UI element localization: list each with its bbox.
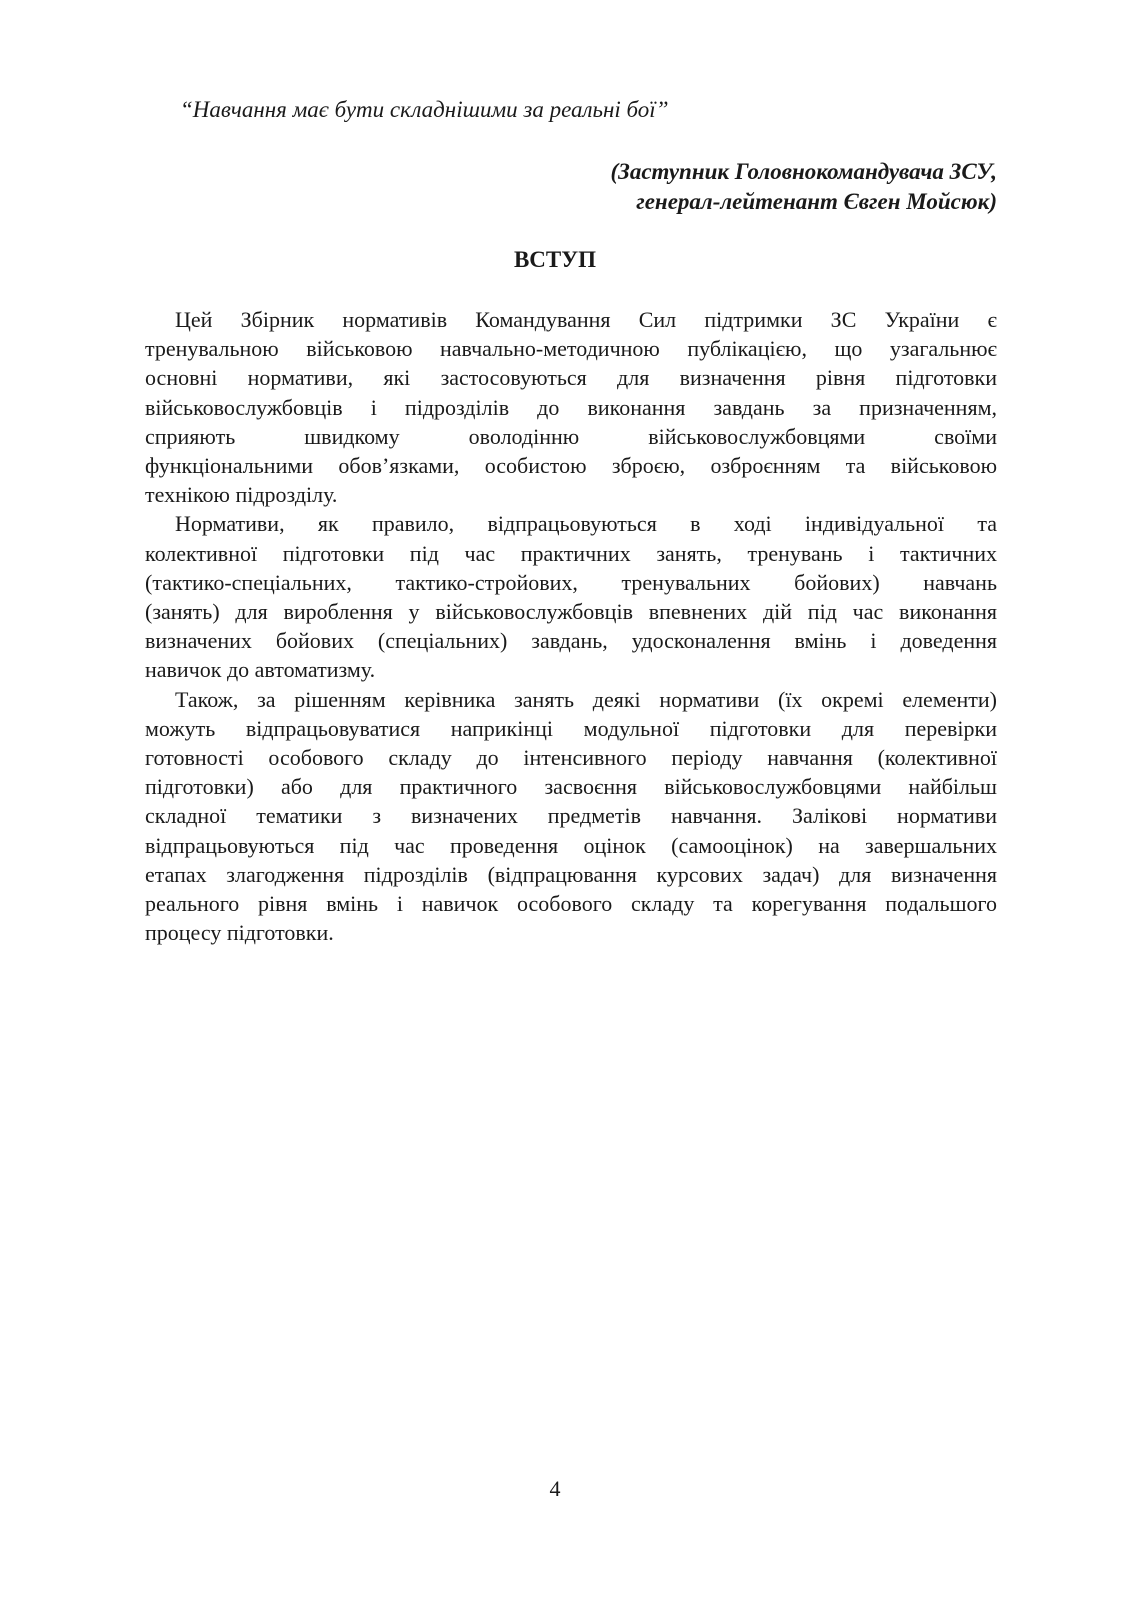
attribution-line: генерал-лейтенант Євген Мойсюк) [636,189,997,214]
text-line: Цей Збірник нормативів Командування Сил підтримки ЗС України є [175,307,997,332]
text-line: можуть відпрацьовуватися наприкінці модульної підготовки для перевірки [145,715,997,741]
text-line: відпрацьовуються під час проведення оцінок (самооцінок) на завершальних [145,832,997,858]
text-line: основні нормативи, які застосовуються для визначення рівня підготовки [145,365,997,391]
text-line: готовності особового складу до інтенсивного періоду навчання (колективної [145,745,997,771]
text-line: Також, за рішенням керівника занять деякі нормативи (їх окремі елементи) [175,686,997,712]
text-line: технікою підрозділу. [145,482,338,508]
text-line: (тактико-спеціальних, тактико-стройових, тренувальних бойових) навчань [145,569,997,595]
text-line: реального рівня вмінь і навичок особового складу та корегування подальшого [145,891,997,917]
epigraph-attribution [610,157,997,217]
attribution-line: (Заступник Головнокомандувача ЗСУ, [610,159,997,184]
text-line: складної тематики з визначених предметів навчання. Залікові нормативи [145,803,997,829]
text-line: (занять) для вироблення у військовослужбовців впевнених дій під час виконання [145,599,997,625]
text-line: Нормативи, як правило, відпрацьовуються в ході індивідуальної та [175,511,997,537]
text-line: процесу підготовки. [145,920,334,946]
text-line: колективної підготовки під час практичних занять, тренувань і тактичних [145,540,997,566]
section-title: ВСТУП [513,247,597,272]
body-text [145,305,997,947]
text-line: етапах злагодження підрозділів (відпрацювання курсових задач) для визначення [145,861,997,887]
text-line: сприяють швидкому оволодінню військовослужбовцями своїми [145,423,997,449]
paragraph [145,509,997,684]
text-line: військовослужбовців і підрозділів до виконання завдань за призначенням, [145,394,997,420]
text-line: функціональними обов’язками, особистою зброєю, озброєнням та військовою [145,453,997,479]
text-line: визначених бойових (спеціальних) завдань, удосконалення вмінь і доведення [145,628,997,654]
paragraph [145,685,997,948]
text-line: тренувальною військовою навчально-методичною публікацією, що узагальнює [145,336,997,362]
paragraph [145,305,997,509]
text-line: підготовки) або для практичного засвоєння військовослужбовцями найбільш [145,774,997,800]
text-line: навичок до автоматизму. [145,657,376,683]
epigraph-quote: “Навчання має бути складнішими за реальні бої” [180,97,669,122]
page-number: 4 [549,1476,561,1501]
